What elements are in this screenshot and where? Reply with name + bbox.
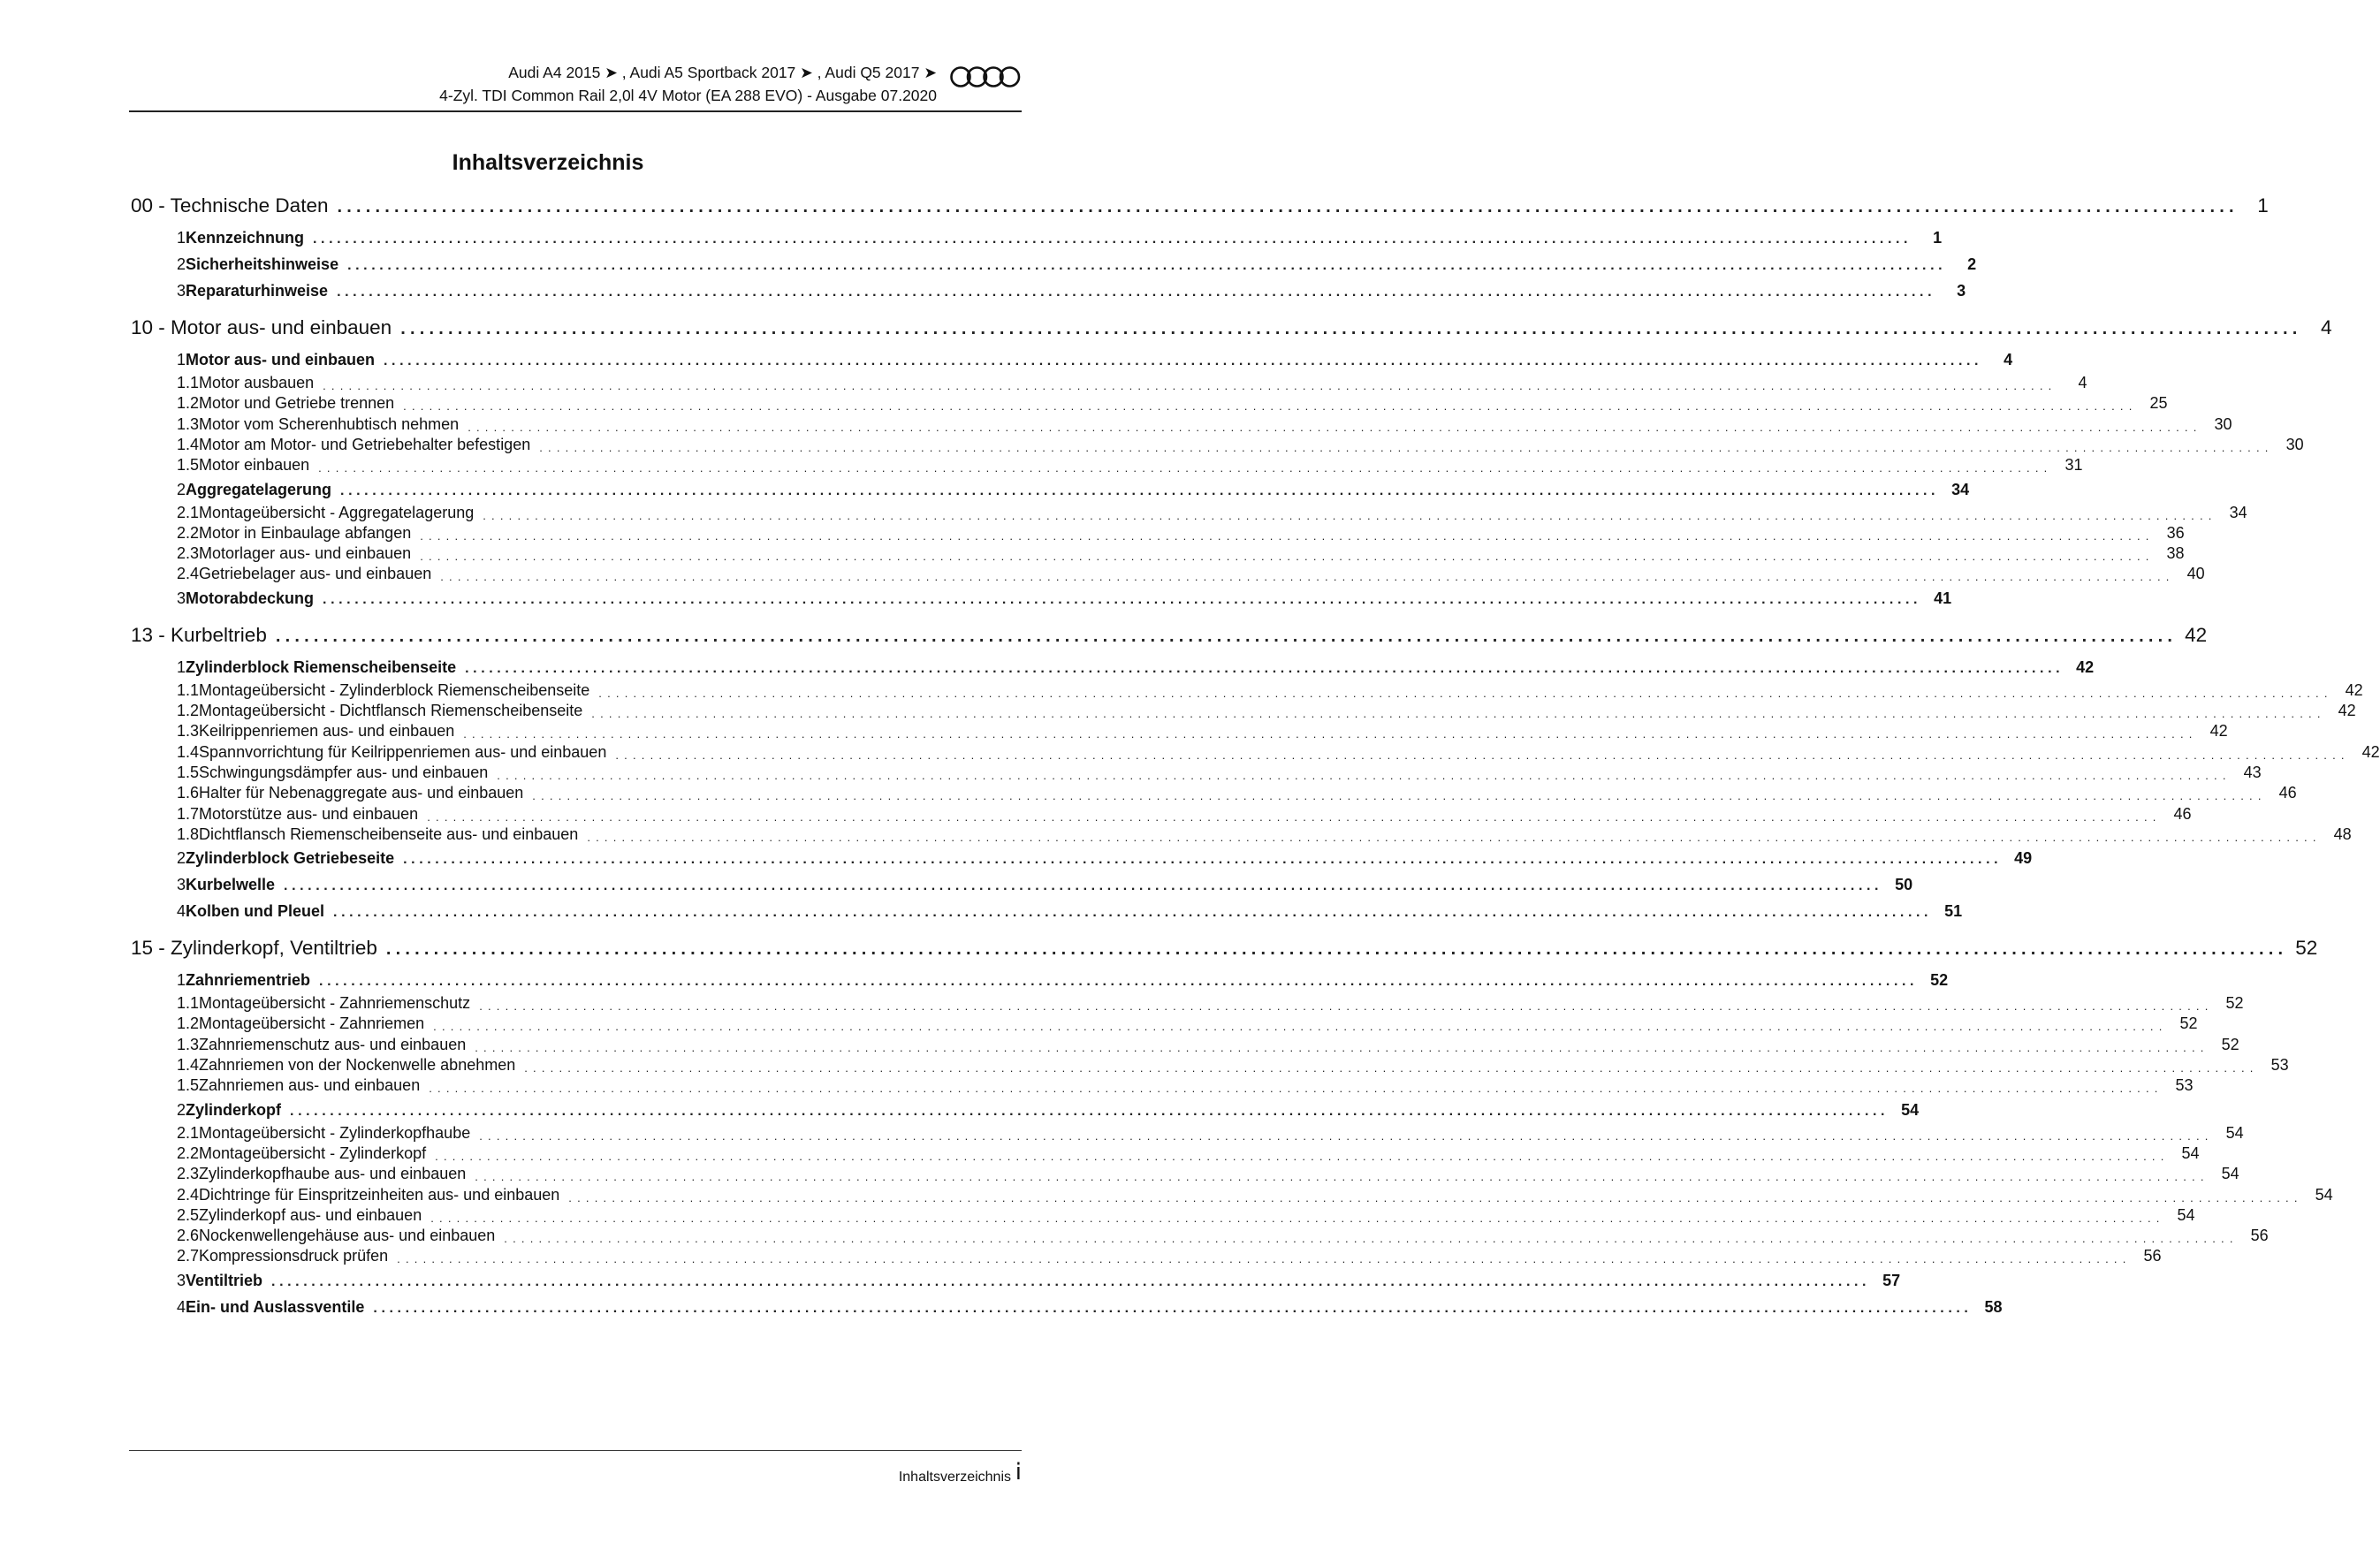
toc-entry-page: 46 — [2173, 804, 2192, 823]
toc-subsection[interactable] — [131, 411, 2232, 434]
toc-entry-number: 1.2 — [177, 702, 200, 719]
toc-dot-leader: ........................................................................................................................................................................................................ — [497, 768, 2232, 782]
toc-entry-title: Kurbelwelle — [186, 876, 276, 894]
toc-entry-number: 1 — [177, 657, 186, 676]
toc-dot-leader: ........................................................................................................................................................................................................ — [318, 461, 2053, 475]
toc-entry-number: 1.5 — [177, 1076, 200, 1095]
toc-subsection[interactable] — [131, 677, 2363, 700]
toc-entry-title: Motor einbauen — [199, 456, 310, 475]
toc-entry-page: 36 — [2166, 523, 2185, 542]
toc-subsection[interactable] — [131, 759, 2262, 782]
toc-section[interactable] — [131, 871, 1913, 894]
toc-entry-page: 30 — [2285, 435, 2304, 453]
toc-entry-number: 2.1 — [177, 503, 200, 521]
toc-entry-page: 54 — [2221, 1165, 2239, 1183]
toc-section[interactable] — [131, 224, 1943, 247]
toc-entry-title: Sicherheitshinweise — [186, 255, 339, 273]
toc-dot-leader: ........................................................................................................................................................................................................ — [598, 686, 2333, 700]
toc-dot-leader: ........................................................................................................................................................................................................ — [591, 707, 2326, 720]
toc-entry-number: 2.6 — [177, 1227, 200, 1245]
toc-entry-number: 2.4 — [177, 565, 200, 583]
toc-entry-title: Motor am Motor- und Getriebehalter befestigen — [199, 435, 531, 453]
toc-dot-leader: ........................................................................................................................................................................................................ — [427, 809, 2162, 824]
toc-subsection[interactable] — [131, 990, 2244, 1014]
toc-dot-leader: ........................................................................................................................................................................................................ — [587, 830, 2322, 844]
toc-entry-title: Dichtflansch Riemenscheibenseite aus- und einbauen — [199, 824, 579, 843]
toc-subsection[interactable] — [131, 390, 2168, 414]
toc-entry-title: Motor und Getriebe trennen — [199, 394, 395, 413]
toc-entry-title: Aggregatelagerung — [186, 480, 332, 498]
toc-entry-page: 52 — [2221, 1035, 2239, 1053]
toc-entry-title: 10 - Motor aus- und einbauen — [131, 316, 392, 338]
toc-entry-number: 2 — [177, 255, 186, 273]
toc-entry-number: 1.8 — [177, 824, 200, 843]
toc-entry-page: 42 — [2338, 702, 2356, 719]
toc-section[interactable] — [131, 967, 1949, 990]
toc-dot-leader: ........................................................................................................................................................................................................ — [400, 319, 2302, 338]
toc-entry-page: 54 — [2225, 1123, 2244, 1142]
toc-dot-leader: ........................................................................................................................................................................................................ — [319, 974, 1919, 990]
toc-dot-leader: ........................................................................................................................................................................................................ — [420, 550, 2155, 564]
toc-subsection[interactable] — [131, 1010, 2198, 1034]
toc-entry-number: 1.5 — [177, 763, 200, 781]
toc-subsection[interactable] — [131, 1160, 2239, 1184]
toc-dot-leader: ........................................................................................................................................................................................................ — [323, 379, 2057, 392]
toc-entry-title: Zahnriemenschutz aus- und einbauen — [199, 1035, 467, 1053]
toc-entry-number: 2.5 — [177, 1205, 200, 1224]
toc-entry-number: 1.5 — [177, 456, 200, 475]
toc-subsection[interactable] — [131, 739, 2380, 762]
toc-entry-number: 1.6 — [177, 784, 200, 802]
toc-dot-leader: ........................................................................................................................................................................................................ — [337, 285, 1936, 300]
toc-dot-leader: ........................................................................................................................................................................................................ — [524, 1061, 2259, 1075]
toc-entry-page: 53 — [2270, 1056, 2289, 1074]
toc-entry-number: 2 — [177, 480, 186, 498]
toc-dot-leader: ........................................................................................................................................................................................................ — [479, 999, 2214, 1014]
toc-entry-title: Getriebelager aus- und einbauen — [199, 565, 432, 583]
header-model-line: Audi A4 2015 ➤ , Audi A5 Sportback 2017 ➤ , Audi Q5 2017 ➤ — [508, 64, 937, 81]
toc-entry-title: Zylinderkopf — [186, 1100, 282, 1119]
toc-entry-page: 52 — [2225, 994, 2244, 1013]
toc-entry-title: Kolben und Pleuel — [186, 902, 325, 921]
toc-entry-page: 1 — [2257, 194, 2269, 217]
toc-entry-title: Halter für Nebenaggregate aus- und einbauen — [199, 784, 524, 802]
toc-subsection[interactable] — [131, 1072, 2194, 1096]
toc-dot-leader: ........................................................................................................................................................................................................ — [403, 399, 2138, 414]
toc-subsection[interactable] — [131, 1222, 2269, 1246]
toc-subsection[interactable] — [131, 801, 2192, 824]
toc-section[interactable] — [131, 654, 2095, 677]
toc-entry-title: Montageübersicht - Dichtflansch Riemenscheibenseite — [199, 702, 583, 719]
toc-entry-page: 34 — [1951, 480, 1970, 498]
toc-entry-number: 2 — [177, 849, 186, 868]
page-title: Inhaltsverzeichnis — [452, 150, 644, 175]
toc-dot-leader: ........................................................................................................................................................................................................ — [403, 852, 2003, 868]
toc-entry-title: Dichtringe für Einspritzeinheiten aus- und einbauen — [199, 1185, 560, 1204]
toc-dot-leader: ........................................................................................................................................................................................................ — [340, 482, 1940, 498]
toc-dot-leader: ........................................................................................................................................................................................................ — [347, 258, 1947, 273]
toc-dot-leader: ........................................................................................................................................................................................................ — [615, 748, 2350, 762]
toc-dot-leader: ........................................................................................................................................................................................................ — [483, 508, 2217, 522]
toc-subsection[interactable] — [131, 452, 2083, 475]
toc-dot-leader: ........................................................................................................................................................................................................ — [468, 420, 2202, 434]
toc-entry-number: 4 — [177, 902, 186, 921]
toc-chapter[interactable] — [131, 931, 2318, 960]
toc-entry-title: Motor aus- und einbauen — [186, 351, 376, 369]
toc-entry-title: Montageübersicht - Zylinderkopfhaube — [199, 1123, 471, 1142]
toc-entry-title: 15 - Zylinderkopf, Ventiltrieb — [131, 937, 377, 960]
toc-entry-page: 50 — [1895, 876, 1913, 894]
toc-dot-leader: ........................................................................................................................................................................................................ — [504, 1232, 2239, 1246]
toc-entry-number: 1.1 — [177, 680, 200, 699]
toc-entry-page: 42 — [2209, 722, 2228, 741]
toc-entry-page: 54 — [2315, 1185, 2333, 1204]
toc-subsection[interactable] — [131, 1140, 2200, 1163]
toc-dot-leader: ........................................................................................................................................................................................................ — [539, 440, 2274, 454]
toc-entry-title: Zylinderblock Riemenscheibenseite — [186, 657, 457, 676]
toc-section[interactable] — [131, 898, 1963, 921]
toc-dot-leader: ........................................................................................................................................................................................................ — [440, 570, 2175, 584]
toc-section[interactable] — [131, 585, 1952, 608]
toc-entry-number: 1.7 — [177, 804, 200, 823]
footer-section-label: Inhaltsverzeichnis — [898, 1470, 1011, 1485]
toc-subsection[interactable] — [131, 1202, 2195, 1225]
toc-subsection[interactable] — [131, 821, 2352, 844]
toc-entry-number: 2.2 — [177, 1144, 200, 1162]
toc-dot-leader: ........................................................................................................................................................................................................ — [479, 1128, 2214, 1143]
toc-entry-number: 1.3 — [177, 722, 200, 741]
toc-dot-leader: ........................................................................................................................................................................................................ — [532, 789, 2267, 803]
toc-subsection[interactable] — [131, 431, 2304, 454]
toc-entry-page: 53 — [2175, 1076, 2194, 1095]
toc-entry-title: Reparaturhinweise — [186, 282, 329, 300]
toc-entry-page: 51 — [1944, 902, 1963, 921]
toc-entry-page: 42 — [2361, 742, 2380, 761]
toc-subsection[interactable] — [131, 779, 2297, 803]
toc-entry-title: Zylinderkopfhaube aus- und einbauen — [199, 1165, 467, 1183]
toc-entry-number: 1.1 — [177, 374, 200, 391]
toc-entry-page: 42 — [2345, 680, 2363, 699]
toc-entry-number: 1 — [177, 971, 186, 990]
toc-entry-page: 52 — [2295, 937, 2318, 960]
toc-entry-page: 41 — [1934, 589, 1952, 607]
toc-dot-leader: ........................................................................................................................................................................................................ — [475, 1040, 2209, 1054]
toc-entry-title: Kompressionsdruck prüfen — [199, 1247, 389, 1265]
toc-entry-number: 2.2 — [177, 523, 200, 542]
toc-entry-page: 38 — [2166, 544, 2185, 563]
toc-entry-number: 1.3 — [177, 414, 200, 433]
footer-divider — [129, 1450, 1022, 1451]
toc-entry-title: Montageübersicht - Zylinderblock Riemenscheibenseite — [199, 680, 590, 699]
toc-entry-page: 46 — [2278, 784, 2297, 802]
toc-entry-page: 31 — [2064, 456, 2083, 475]
toc-entry-page: 25 — [2149, 394, 2168, 413]
toc-entry-page: 43 — [2243, 763, 2262, 781]
toc-entry-page: 57 — [1882, 1271, 1901, 1289]
toc-dot-leader: ........................................................................................................................................................................................................ — [430, 1211, 2165, 1225]
toc-entry-title: Schwingungsdämpfer aus- und einbauen — [199, 763, 489, 781]
toc-subsection[interactable] — [131, 1181, 2333, 1204]
toc-entry-title: Nockenwellengehäuse aus- und einbauen — [199, 1227, 496, 1245]
toc-entry-page: 48 — [2333, 824, 2352, 843]
toc-dot-leader: ........................................................................................................................................................................................................ — [385, 939, 2288, 960]
toc-dot-leader: ........................................................................................................................................................................................................ — [435, 1149, 2170, 1163]
toc-entry-page: 52 — [2179, 1014, 2198, 1033]
toc-dot-leader: ........................................................................................................................................................................................................ — [465, 660, 2064, 676]
toc-dot-leader: ........................................................................................................................................................................................................ — [313, 232, 1912, 247]
toc-dot-leader: ........................................................................................................................................................................................................ — [275, 626, 2178, 646]
toc-entry-title: Ventiltrieb — [186, 1271, 263, 1289]
toc-dot-leader: ........................................................................................................................................................................................................ — [397, 1252, 2132, 1266]
toc-entry-title: Zylinderblock Getriebeseite — [186, 849, 395, 868]
toc-dot-leader: ........................................................................................................................................................................................................ — [429, 1082, 2163, 1096]
toc-entry-page: 56 — [2143, 1247, 2162, 1265]
toc-subsection[interactable] — [131, 697, 2356, 720]
toc-entry-title: Montageübersicht - Zylinderkopf — [199, 1144, 427, 1162]
toc-entry-number: 4 — [177, 1297, 186, 1316]
toc-subsection[interactable] — [131, 1052, 2289, 1075]
toc-entry-number: 2.1 — [177, 1123, 200, 1142]
toc-dot-leader: ........................................................................................................................................................................................................ — [568, 1190, 2303, 1204]
toc-entry-page: 1 — [1933, 229, 1943, 247]
toc-entry-page: 49 — [2014, 849, 2033, 868]
toc-entry-title: Motor ausbauen — [199, 374, 315, 391]
toc-entry-page: 56 — [2250, 1227, 2269, 1245]
toc-subsection[interactable] — [131, 520, 2185, 543]
toc-entry-number: 1.1 — [177, 994, 200, 1013]
toc-subsection[interactable] — [131, 560, 2205, 584]
toc-entry-page: 30 — [2214, 414, 2232, 433]
toc-entry-page: 40 — [2186, 565, 2205, 583]
toc-section[interactable] — [131, 251, 1977, 274]
toc-entry-page: 4 — [2004, 351, 2013, 369]
table-of-contents — [131, 0, 2380, 1550]
toc-entry-number: 1.4 — [177, 1056, 200, 1074]
toc-subsection[interactable] — [131, 1031, 2239, 1054]
toc-entry-page: 2 — [1967, 255, 1977, 273]
toc-entry-title: Kennzeichnung — [186, 229, 305, 247]
toc-entry-page: 54 — [1901, 1100, 1920, 1119]
toc-entry-number: 1.4 — [177, 742, 200, 761]
toc-entry-page: 54 — [2177, 1205, 2195, 1224]
toc-subsection[interactable] — [131, 540, 2185, 564]
toc-subsection[interactable] — [131, 1120, 2244, 1143]
toc-entry-page: 52 — [1930, 971, 1949, 990]
toc-entry-page: 54 — [2181, 1144, 2200, 1162]
toc-entry-page: 3 — [1957, 282, 1966, 300]
toc-section[interactable] — [131, 277, 1966, 300]
toc-entry-title: Montageübersicht - Zahnriemen — [199, 1014, 425, 1033]
toc-entry-title: Motorstütze aus- und einbauen — [199, 804, 419, 823]
toc-entry-number: 2.3 — [177, 1165, 200, 1183]
footer-page-number: i — [1015, 1459, 1022, 1485]
toc-dot-leader: ........................................................................................................................................................................................................ — [333, 905, 1933, 921]
toc-entry-title: Motorlager aus- und einbauen — [199, 544, 412, 563]
toc-dot-leader: ........................................................................................................................................................................................................ — [323, 591, 1922, 607]
toc-entry-number: 2.7 — [177, 1247, 200, 1265]
toc-entry-number: 2.3 — [177, 544, 200, 563]
toc-entry-number: 2 — [177, 1100, 186, 1119]
toc-entry-page: 58 — [1984, 1297, 2003, 1316]
toc-subsection[interactable] — [131, 718, 2228, 741]
toc-entry-title: Motor in Einbaulage abfangen — [199, 523, 412, 542]
toc-entry-title: 00 - Technische Daten — [131, 194, 329, 217]
toc-dot-leader: ........................................................................................................................................................................................................ — [433, 1020, 2168, 1034]
toc-section[interactable] — [131, 845, 2033, 868]
toc-entry-page: 42 — [2185, 623, 2208, 646]
toc-entry-page: 4 — [2078, 374, 2087, 391]
toc-subsection[interactable] — [131, 369, 2087, 392]
toc-dot-leader: ........................................................................................................................................................................................................ — [463, 727, 2198, 741]
toc-entry-page: 4 — [2321, 316, 2332, 338]
toc-dot-leader: ........................................................................................................................................................................................................ — [284, 878, 1883, 894]
toc-entry-number: 1.3 — [177, 1035, 200, 1053]
toc-entry-title: Zylinderkopf aus- und einbauen — [199, 1205, 422, 1224]
toc-entry-title: 13 - Kurbeltrieb — [131, 623, 267, 646]
toc-entry-number: 1 — [177, 229, 186, 247]
toc-entry-title: Motorabdeckung — [186, 589, 315, 607]
toc-entry-number: 1.4 — [177, 435, 200, 453]
toc-dot-leader: ........................................................................................................................................................................................................ — [373, 1300, 1973, 1316]
toc-entry-title: Montageübersicht - Zahnriemenschutz — [199, 994, 471, 1013]
toc-dot-leader: ........................................................................................................................................................................................................ — [271, 1273, 1871, 1289]
toc-section[interactable] — [131, 476, 1970, 499]
toc-entry-title: Spannvorrichtung für Keilrippenriemen aus- und einbauen — [199, 742, 607, 761]
toc-entry-title: Motor vom Scherenhubtisch nehmen — [199, 414, 460, 433]
toc-chapter[interactable] — [131, 311, 2332, 339]
toc-entry-title: Zahnriementrieb — [186, 971, 311, 990]
toc-chapter[interactable] — [131, 619, 2208, 647]
toc-entry-title: Zahnriemen von der Nockenwelle abnehmen — [199, 1056, 516, 1074]
toc-entry-title: Montageübersicht - Aggregatelagerung — [199, 503, 475, 521]
toc-section[interactable] — [131, 346, 2013, 369]
toc-section[interactable] — [131, 1267, 1901, 1290]
toc-dot-leader: ........................................................................................................................................................................................................ — [420, 528, 2155, 543]
toc-entry-number: 1.2 — [177, 1014, 200, 1033]
toc-entry-number: 3 — [177, 876, 186, 894]
toc-section[interactable] — [131, 1097, 1920, 1120]
toc-entry-title: Keilrippenriemen aus- und einbauen — [199, 722, 455, 741]
toc-entry-number: 1 — [177, 351, 186, 369]
toc-section[interactable] — [131, 1294, 2003, 1317]
toc-dot-leader: ........................................................................................................................................................................................................ — [384, 353, 1983, 369]
toc-dot-leader: ........................................................................................................................................................................................................ — [337, 197, 2239, 217]
toc-subsection[interactable] — [131, 1242, 2162, 1266]
toc-dot-leader: ........................................................................................................................................................................................................ — [290, 1103, 1890, 1119]
toc-entry-number: 2.4 — [177, 1185, 200, 1204]
toc-entry-page: 42 — [2076, 657, 2095, 676]
toc-entry-number: 1.2 — [177, 394, 200, 413]
toc-entry-number: 3 — [177, 589, 186, 607]
toc-subsection[interactable] — [131, 499, 2247, 522]
toc-entry-title: Ein- und Auslassventile — [186, 1297, 365, 1316]
toc-dot-leader: ........................................................................................................................................................................................................ — [475, 1170, 2209, 1184]
toc-entry-title: Zahnriemen aus- und einbauen — [199, 1076, 421, 1095]
toc-chapter[interactable] — [131, 189, 2269, 217]
toc-entry-number: 3 — [177, 1271, 186, 1289]
toc-entry-number: 3 — [177, 282, 186, 300]
header-engine-line: 4-Zyl. TDI Common Rail 2,0l 4V Motor (EA 288 EVO) - Ausgabe 07.2020 — [439, 87, 937, 104]
toc-entry-page: 34 — [2229, 503, 2247, 521]
